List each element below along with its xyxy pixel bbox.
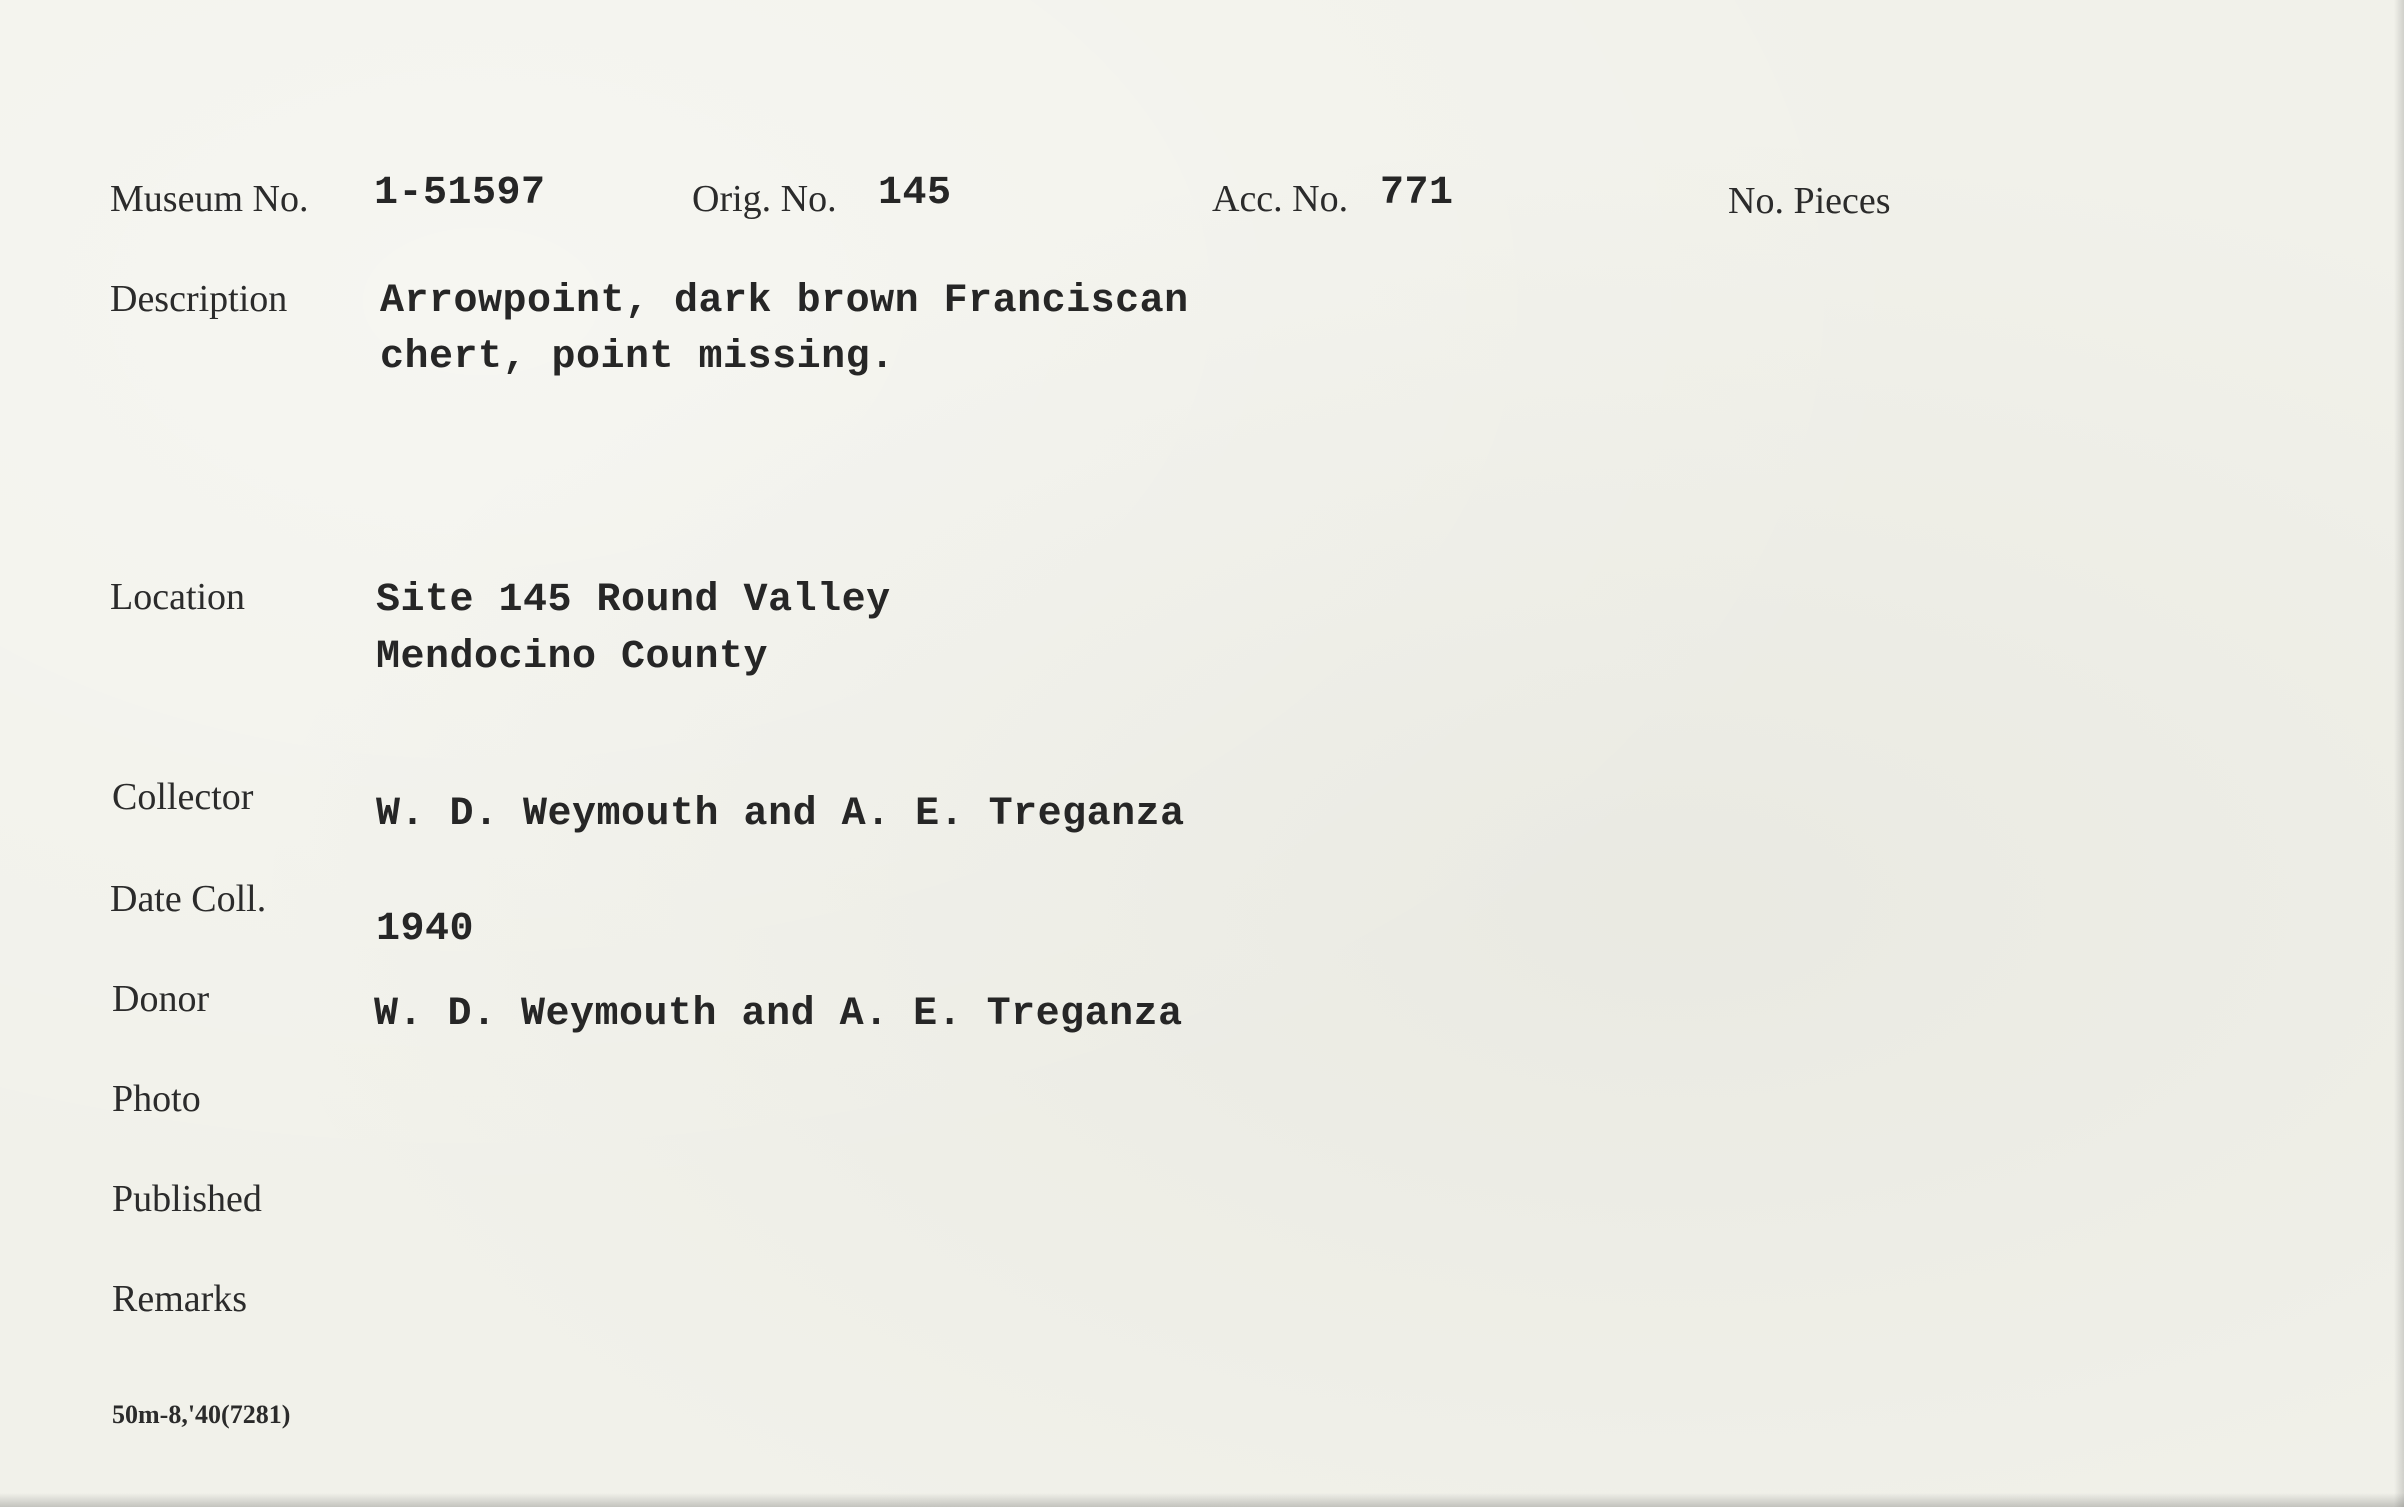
acc-no-label: Acc. No. <box>1212 178 1349 220</box>
location-line-1: Site 145 Round Valley <box>376 578 891 623</box>
photo-label: Photo <box>112 1078 201 1120</box>
collector-label: Collector <box>112 776 254 818</box>
no-pieces-label: No. Pieces <box>1728 180 1891 222</box>
acc-no-value: 771 <box>1380 171 1454 216</box>
card-right-edge <box>2394 0 2404 1507</box>
location-line-2: Mendocino County <box>376 635 769 680</box>
form-code: 50m-8,'40(7281) <box>112 1400 291 1429</box>
museum-no-label: Museum No. <box>110 178 309 220</box>
published-label: Published <box>112 1178 262 1220</box>
description-line-2: chert, point missing. <box>380 335 895 380</box>
collector-value: W. D. Weymouth and A. E. Treganza <box>376 792 1185 837</box>
museum-no-value: 1-51597 <box>374 171 546 216</box>
date-coll-label: Date Coll. <box>110 878 267 920</box>
location-label: Location <box>110 576 246 618</box>
card-bottom-edge <box>0 1493 2404 1507</box>
description-line-1: Arrowpoint, dark brown Franciscan <box>380 279 1189 324</box>
date-coll-value: 1940 <box>376 907 475 952</box>
remarks-label: Remarks <box>112 1278 248 1320</box>
donor-value: W. D. Weymouth and A. E. Treganza <box>374 992 1183 1037</box>
orig-no-value: 145 <box>878 171 952 216</box>
donor-label: Donor <box>112 978 210 1020</box>
orig-no-label: Orig. No. <box>692 178 837 220</box>
description-label: Description <box>110 278 288 320</box>
